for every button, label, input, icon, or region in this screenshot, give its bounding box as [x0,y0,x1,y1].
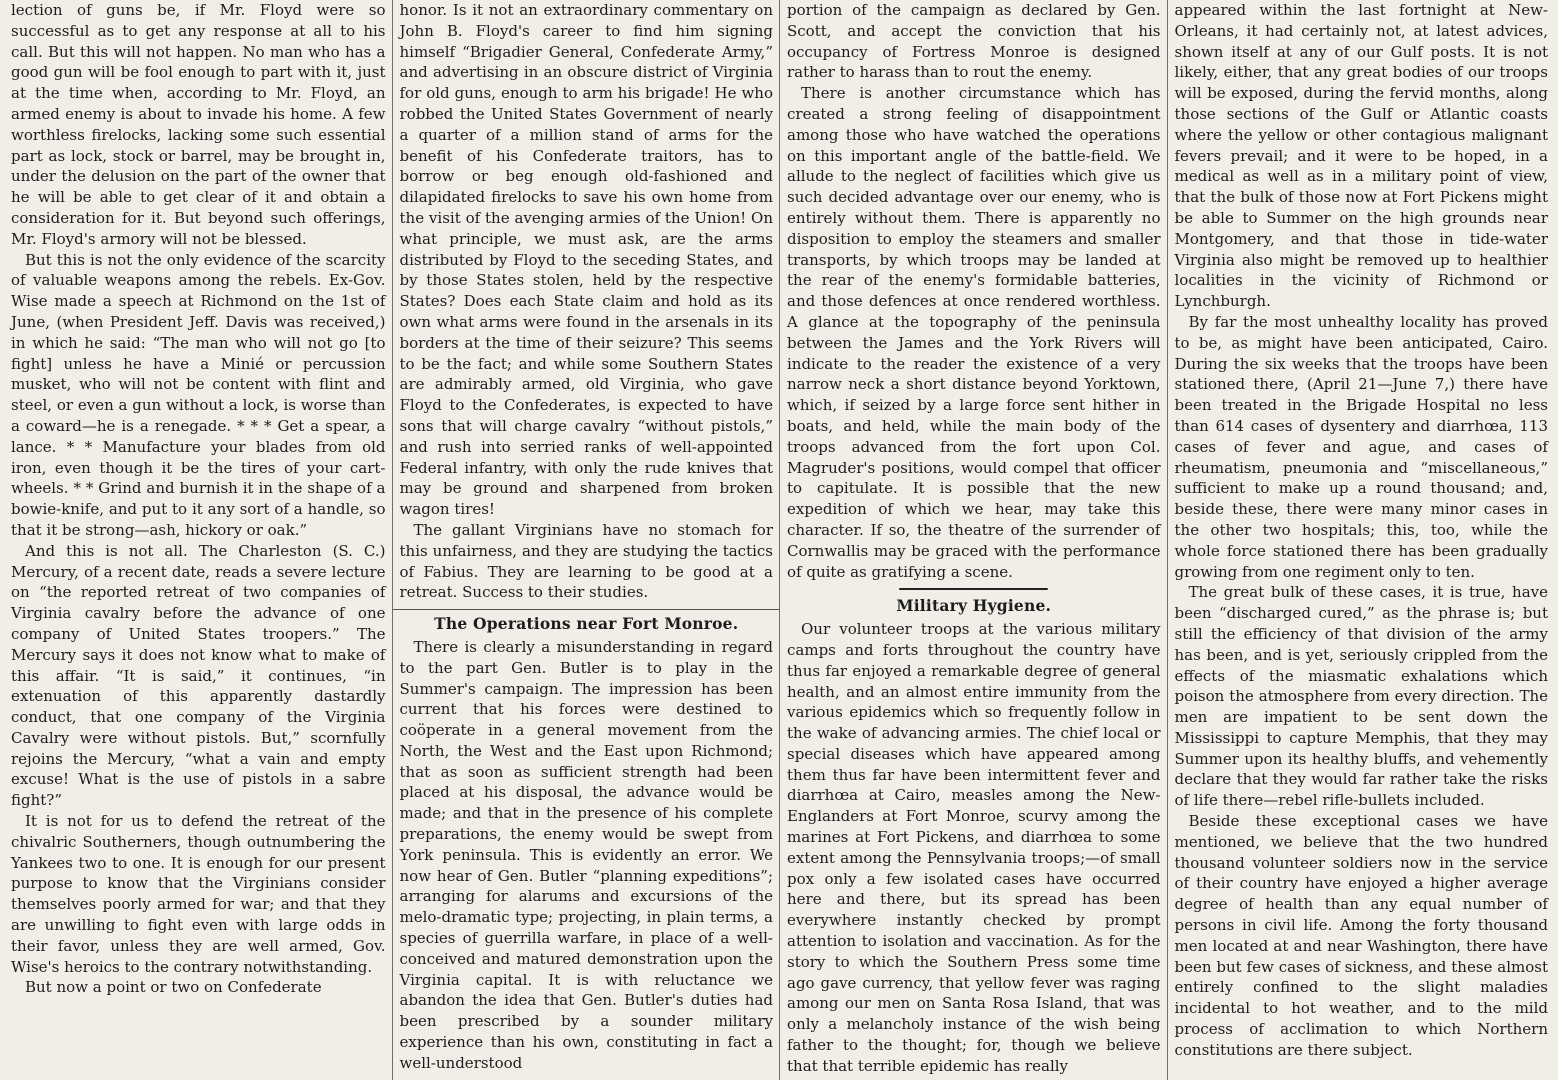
article-divider [393,609,780,610]
column-4 [1167,0,1555,1080]
paragraph: There is clearly a misunderstanding in regard to the part Gen. Butler is to play in the Summer's campaign. The impression has been current that his forces were destined to coöperate in a general movement from the North, the West and the East upon Richmond; that as soon as sufficient strength had been placed at his disposal, the advance would be made; and that in the presence of his complete preparations, the enemy would be swept from York peninsula. This is evidently an error. We now hear of Gen. Butler “planning expeditions”; arranging for alarums and excursions of the melo-dramatic type; projecting, in plain terms, a species of guerrilla warfare, in place of a well-conceived and matured demonstration upon the Virginia capital. It is with reluctance we abandon the idea that Gen. Butler's duties had been prescribed by a sounder military experience than his own, constituting in fact a well-understood [399,637,773,1072]
paragraph: appeared within the last fortnight at New-Orleans, it had certainly not, at latest advices, shown itself at any of our Gulf posts. It is not likely, either, that any great bodies of our troops will be exposed, during the fervid months, along those sections of the Gulf or Atlantic coasts where the yellow or other contagious malignant fevers prevail; and it were to be hoped, in a medical as well as in a military point of view, that the bulk of those now at Fort Pickens might be able to Summer on the high grounds near Montgomery, and that those in tide-water Virginia also might be removed up to healthier localities in the vicinity of Richmond or Lynchburgh. [1174,1,1548,311]
paragraph: By far the most unhealthy locality has proved to be, as might have been anticipated, Cairo. During the six weeks that the troops have been stationed there, (April 21—June 7,) there have been treated in the Brigade Hospital no less than 614 cases of dysentery and diarrhœa, 113 cases of fever and ague, and cases of rheumatism, pneumonia and “miscellaneous,” sufficient to make up a round thousand; and, beside these, there were many minor cases in the other two hospitals; this, too, while the whole force stationed there has been gradually growing from one regiment only to ten. [1174,312,1548,581]
paragraph: lection of guns be, if Mr. Floyd were so successful as to get any response at all to his call. But this will not happen. No man who has a good gun will be fool enough to part with it, just at the time when, according to Mr. Floyd, an armed enemy is about to invade his home. A few worthless firelocks, lacking some such essential part as lock, stock or barrel, may be brought in, under the delusion on the part of the owner that he will be able to get clear of it and obtain a consideration for it. But beyond such offerings, Mr. Floyd's armory will not be blessed. [11,1,386,248]
paragraph: honor. Is it not an extraordinary commentary on John B. Floyd's career to find him signing himself “Brigadier General, Confederate Army,” and advertising in an obscure district of Virginia for old guns, enough to arm his brigade! He who robbed the United States Government of nearly a quarter of a million stand of arms for the benefit of his Confederate traitors, has to borrow or beg enough old-fashioned and dilapidated firelocks to save his own home from the visit of the avenging armies of the Union! On what principle, we must ask, are the arms distributed by Floyd to the seceding States, and by those States stolen, held by the respective States? Does each State claim and hold as its own what arms were found in the arsenals in its borders at the time of their seizure? This seems to be the fact; and while some Southern States are admirably armed, old Virginia, who gave Floyd to the Confederates, is expected to have sons that will charge cavalry “without pistols,” and rush into serried ranks of well-appointed Federal infantry, with only the rude knives that may be ground and sharpened from broken wagon tires! [399,1,773,519]
paragraph: The great bulk of these cases, it is true, have been “discharged cured,” as the phrase is; but still the efficiency of that division of the army has been, and is yet, seriously crippled from the effects of the miasmatic exhalations which poison the atmosphere from every direction. The men are impatient to be sent down the Mississippi to capture Memphis, that they may Summer upon its healthy bluffs, and vehemently declare that they would far rather take the risks of life there—rebel rifle-bullets included. [1174,583,1548,810]
paragraph: But now a point or two on Confederate [25,978,322,997]
paragraph: Our volunteer troops at the various military camps and forts throughout the country have thus far enjoyed a remarkable degree of general health, and an almost entire immunity from the various epidemics which so frequently follow in the wake of advancing armies. The chief local or special diseases which have appeared among them thus far have been intermittent fever and diarrhœa at Cairo, measles among the New-Englanders at Fort Monroe, scurvy among the marines at Fort Pickens, and diarrhœa to some extent among the Pennsylvania troops;—of small pox only a few isolated cases have occurred here and there, but its spread has been everywhere instantly checked by prompt attention to isolation and vaccination. As for the story to which the Southern Press some time ago gave currency, that yellow fever was raging among our men on Santa Rosa Island, that was only a melancholy instance of the wish being father to the thought; for, though we believe that that terrible epidemic has really [787,620,1161,1075]
article-headline-fort-monroe: The Operations near Fort Monroe. [434,614,739,634]
paragraph: And this is not all. The Charleston (S. C.) Mercury, of a recent date, reads a severe lecture on “the reported retreat of two companies of Virginia cavalry before the advance of one company of United States troopers.” The Mercury says it does not know what to make of this affair. “It is said,” it continues, “in extenuation of this apparently dastardly conduct, that one company of the Virginia Cavalry were without pistols. But,” scornfully rejoins the Mercury, “what a vain and empty excuse! What is the use of pistols in a sabre fight?” [11,541,386,810]
paragraph: Beside these exceptional cases we have mentioned, we believe that the two hundred thousand volunteer soldiers now in the service of their country have enjoyed a higher average degree of health than any equal number of persons in civil life. Among the forty thousand men located at and near Washington, there have been but few cases of sickness, and these almost entirely confined to the slight maladies incidental to hot weather, and to the mild process of acclimation to which Northern constitutions are there subject. [1174,812,1548,1059]
column-1 [4,0,392,1080]
column-3 [779,0,1167,1080]
paragraph: portion of the campaign as declared by Gen. Scott, and accept the conviction that his occupancy of Fortress Monroe is designed rather to harass than to rout the enemy. [787,1,1161,82]
article-headline-military-hygiene: Military Hygiene. [896,596,1052,616]
paragraph: But this is not the only evidence of the scarcity of valuable weapons among the rebels. Ex-Gov. Wise made a speech at Richmond on the 1st of June, (when President Jeff. Davis was received,) in which he said: “The man who will not go [to fight] unless he have a Minié or percussion musket, who will not be content with flint and steel, or even a gun without a lock, is worse than a coward—he is a renegade. * * * Get a spear, a lance. * * Manufacture your blades from old iron, even though it be the tires of your cart-wheels. * * Grind and burnish it in the shape of a bowie-knife, and put to it any sort of a handle, so that it be strong—ash, hickory or oak.” [11,250,386,539]
paragraph: The gallant Virginians have no stomach for this unfairness, and they are studying the tactics of Fabius. They are learning to be good at a retreat. Success to their studies. [399,520,773,602]
section-rule [787,584,1161,594]
paragraph: There is another circumstance which has created a strong feeling of disappointment among those who have watched the operations on this important angle of the battle-field. We allude to the neglect of facilities which give us such decided advantage over our enemy, who is entirely without them. There is apparently no disposition to employ the steamers and smaller transports, by which troops may be landed at the rear of the enemy's formidable batteries, and those defences at once rendered worthless. A glance at the topography of the peninsula between the James and the York Rivers will indicate to the reader the existence of a very narrow neck a short distance beyond Yorktown, which, if seized by a large force sent hither in boats, and held, while the main body of the troops advanced from the fort upon Col. Magruder's positions, would compel that officer to capitulate. It is possible that the new expedition of which we hear, may take this character. If so, the theatre of the surrender of Cornwallis may be graced with the performance of quite as gratifying a scene. [787,84,1161,581]
column-2 [392,0,780,1080]
paragraph: It is not for us to defend the retreat of the chivalric Southerners, though outnumbering the Yankees two to one. It is enough for our present purpose to know that the Virginians consider themselves poorly armed for war; and that they are unwilling to fight even with large odds in their favor, unless they are well armed, Gov. Wise's heroics to the contrary notwithstanding. [11,812,386,976]
